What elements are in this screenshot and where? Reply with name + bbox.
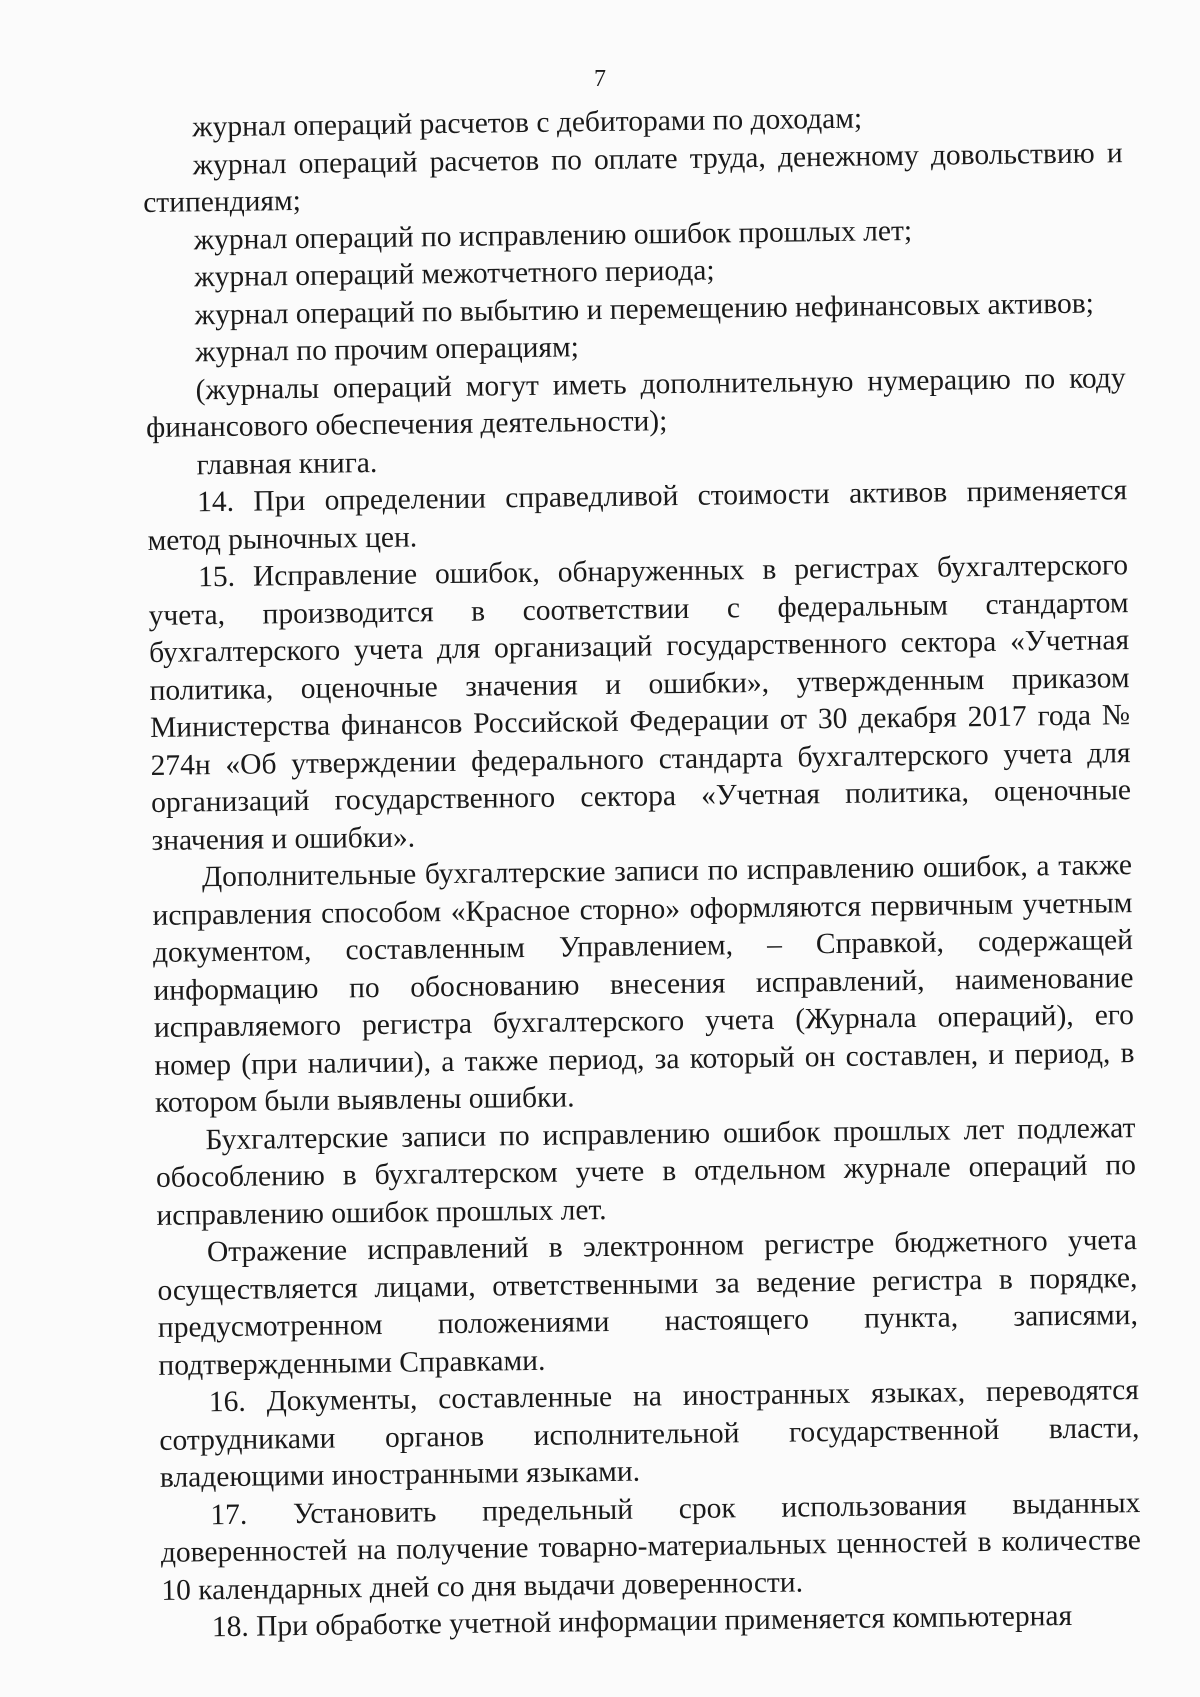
document-body: [142, 97, 1142, 1647]
paragraph-item-18: 18. При обработке учетной информации применяется компьютерная: [211, 1599, 1073, 1644]
page-number: 7: [594, 66, 606, 92]
paragraph-item-16: 16. Документы, составленные на иностранных языках, переводятся сотрудниками органов исполнительной государственной власти, владеющими иностранными языками.: [159, 1374, 1140, 1494]
paragraph-prior-year-entries: Бухгалтерские записи по исправлению ошибок прошлых лет подлежат обособлению в бухгалтерском учете в отдельном журнале операций по исправлению ошибок прошлых лет.: [155, 1111, 1137, 1232]
paragraph-journal-interperiod: журнал операций межотчетного периода;: [193, 254, 715, 294]
paragraph-electronic-register: Отражение исправлений в электронном регистре бюджетного учета осуществляется лицами, ответственными за ведение регистра в порядке, предусмотренном положениями настоящего пункта, записями, подтвержденными Справками.: [157, 1224, 1139, 1382]
paragraph-journal-other: журнал по прочим операциям;: [194, 331, 580, 369]
paragraph-additional-entries: Дополнительные бухгалтерские записи по исправлению ошибок, а также исправления способом «Красное сторно» оформляются первичным учетным документом, составленным Управлением, – Справкой, содержащей информацию по обоснованию внесения исправлений, наименование исправляемого регистра бухгалтерского учета (Журнала операций), его номер (при наличии), а также период, за который он составлен, и период, в котором были выявлены ошибки.: [152, 849, 1135, 1119]
paragraph-item-17: 17. Установить предельный срок использования выданных доверенностей на получение товарно-материальных ценностей в количестве 10 календарных дней со дня выдачи доверенности.: [160, 1486, 1142, 1607]
paragraph-journal-disposal: журнал операций по выбытию и перемещению нефинансовых активов;: [194, 287, 1095, 331]
paragraph-journal-corrections: журнал операций по исправлению ошибок прошлых лет;: [193, 214, 913, 256]
paragraph-journal-numbering-note: (журналы операций могут иметь дополнительную нумерацию по коду финансового обеспечения деятельности);: [145, 361, 1126, 444]
paragraph-item-14: 14. При определении справедливой стоимости активов применяется метод рыночных цен.: [147, 474, 1128, 557]
paragraph-item-15: 15. Исправление ошибок, обнаруженных в регистрах бухгалтерского учета, производится в соответствии с федеральным стандартом бухгалтерского учета для организаций государственного сектора «Учетная политика, оценочные значения и ошибки», утвержденным приказом Министерства финансов Российской Федерации от 30 декабря 2017 года № 274н «Об утверждении федерального стандарта бухгалтерского учета для организаций государственного сектора «Учетная политика, оценочные значения и ошибки».: [148, 549, 1132, 857]
paragraph-general-ledger: главная книга.: [196, 446, 378, 481]
paragraph-journal-debtors: журнал операций расчетов с дебиторами по доходам;: [192, 102, 863, 144]
paragraph-journal-payroll: журнал операций расчетов по оплате труда, денежному довольствию и стипендиям;: [143, 136, 1123, 219]
